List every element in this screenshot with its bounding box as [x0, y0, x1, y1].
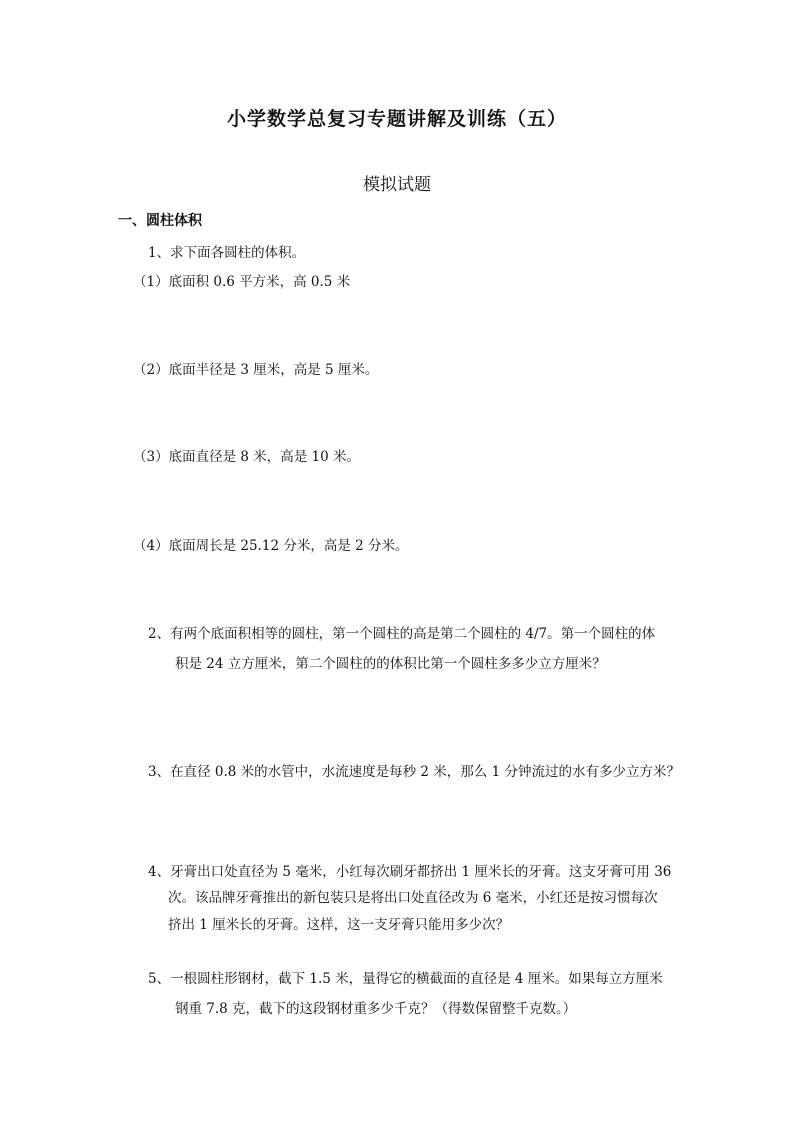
section-heading: 一、圆柱体积 — [118, 213, 202, 229]
question-1-item: （2）底面半径是 3 厘米，高是 5 厘米。 — [133, 362, 379, 378]
document-title: 小学数学总复习专题讲解及训练（五） — [226, 108, 567, 130]
question-3-line: 3、在直径 0.8 米的水管中，水流速度是每秒 2 米，那么 1 分钟流过的水有多少立方米？ — [148, 764, 680, 780]
question-1-prompt: 1、求下面各圆柱的体积。 — [148, 245, 306, 261]
question-1-item: （4）底面周长是 25.12 分米，高是 2 分米。 — [133, 538, 409, 554]
question-5-line: 5、一根圆柱形钢材，截下 1.5 米，量得它的横截面的直径是 4 厘米。如果每立方厘米 — [148, 971, 663, 987]
question-1-item: （1）底面积 0.6 平方米，高 0.5 米 — [133, 274, 351, 290]
question-4-line: 4、牙膏出口处直径为 5 毫米，小红每次刷牙都挤出 1 厘米长的牙膏。这支牙膏可用 36 — [148, 864, 672, 880]
question-5-line: 钢重 7.8 克，截下的这段钢材重多少千克？（得数保留整千克数。） — [175, 1001, 577, 1017]
question-4-line: 次。该品牌牙膏推出的新包装只是将出口处直径改为 6 毫米，小红还是按习惯每次 — [168, 890, 658, 906]
document-subtitle: 模拟试题 — [363, 175, 431, 195]
question-2-line: 积是 24 立方厘米，第二个圆柱的的体积比第一个圆柱多多少立方厘米？ — [175, 656, 606, 672]
question-4-line: 挤出 1 厘米长的牙膏。这样，这一支牙膏只能用多少次？ — [168, 917, 510, 933]
question-1-item: （3）底面直径是 8 米，高是 10 米。 — [133, 449, 361, 465]
question-2-line: 2、有两个底面积相等的圆柱，第一个圆柱的高是第二个圆柱的 4/7。第一个圆柱的体 — [148, 626, 656, 642]
